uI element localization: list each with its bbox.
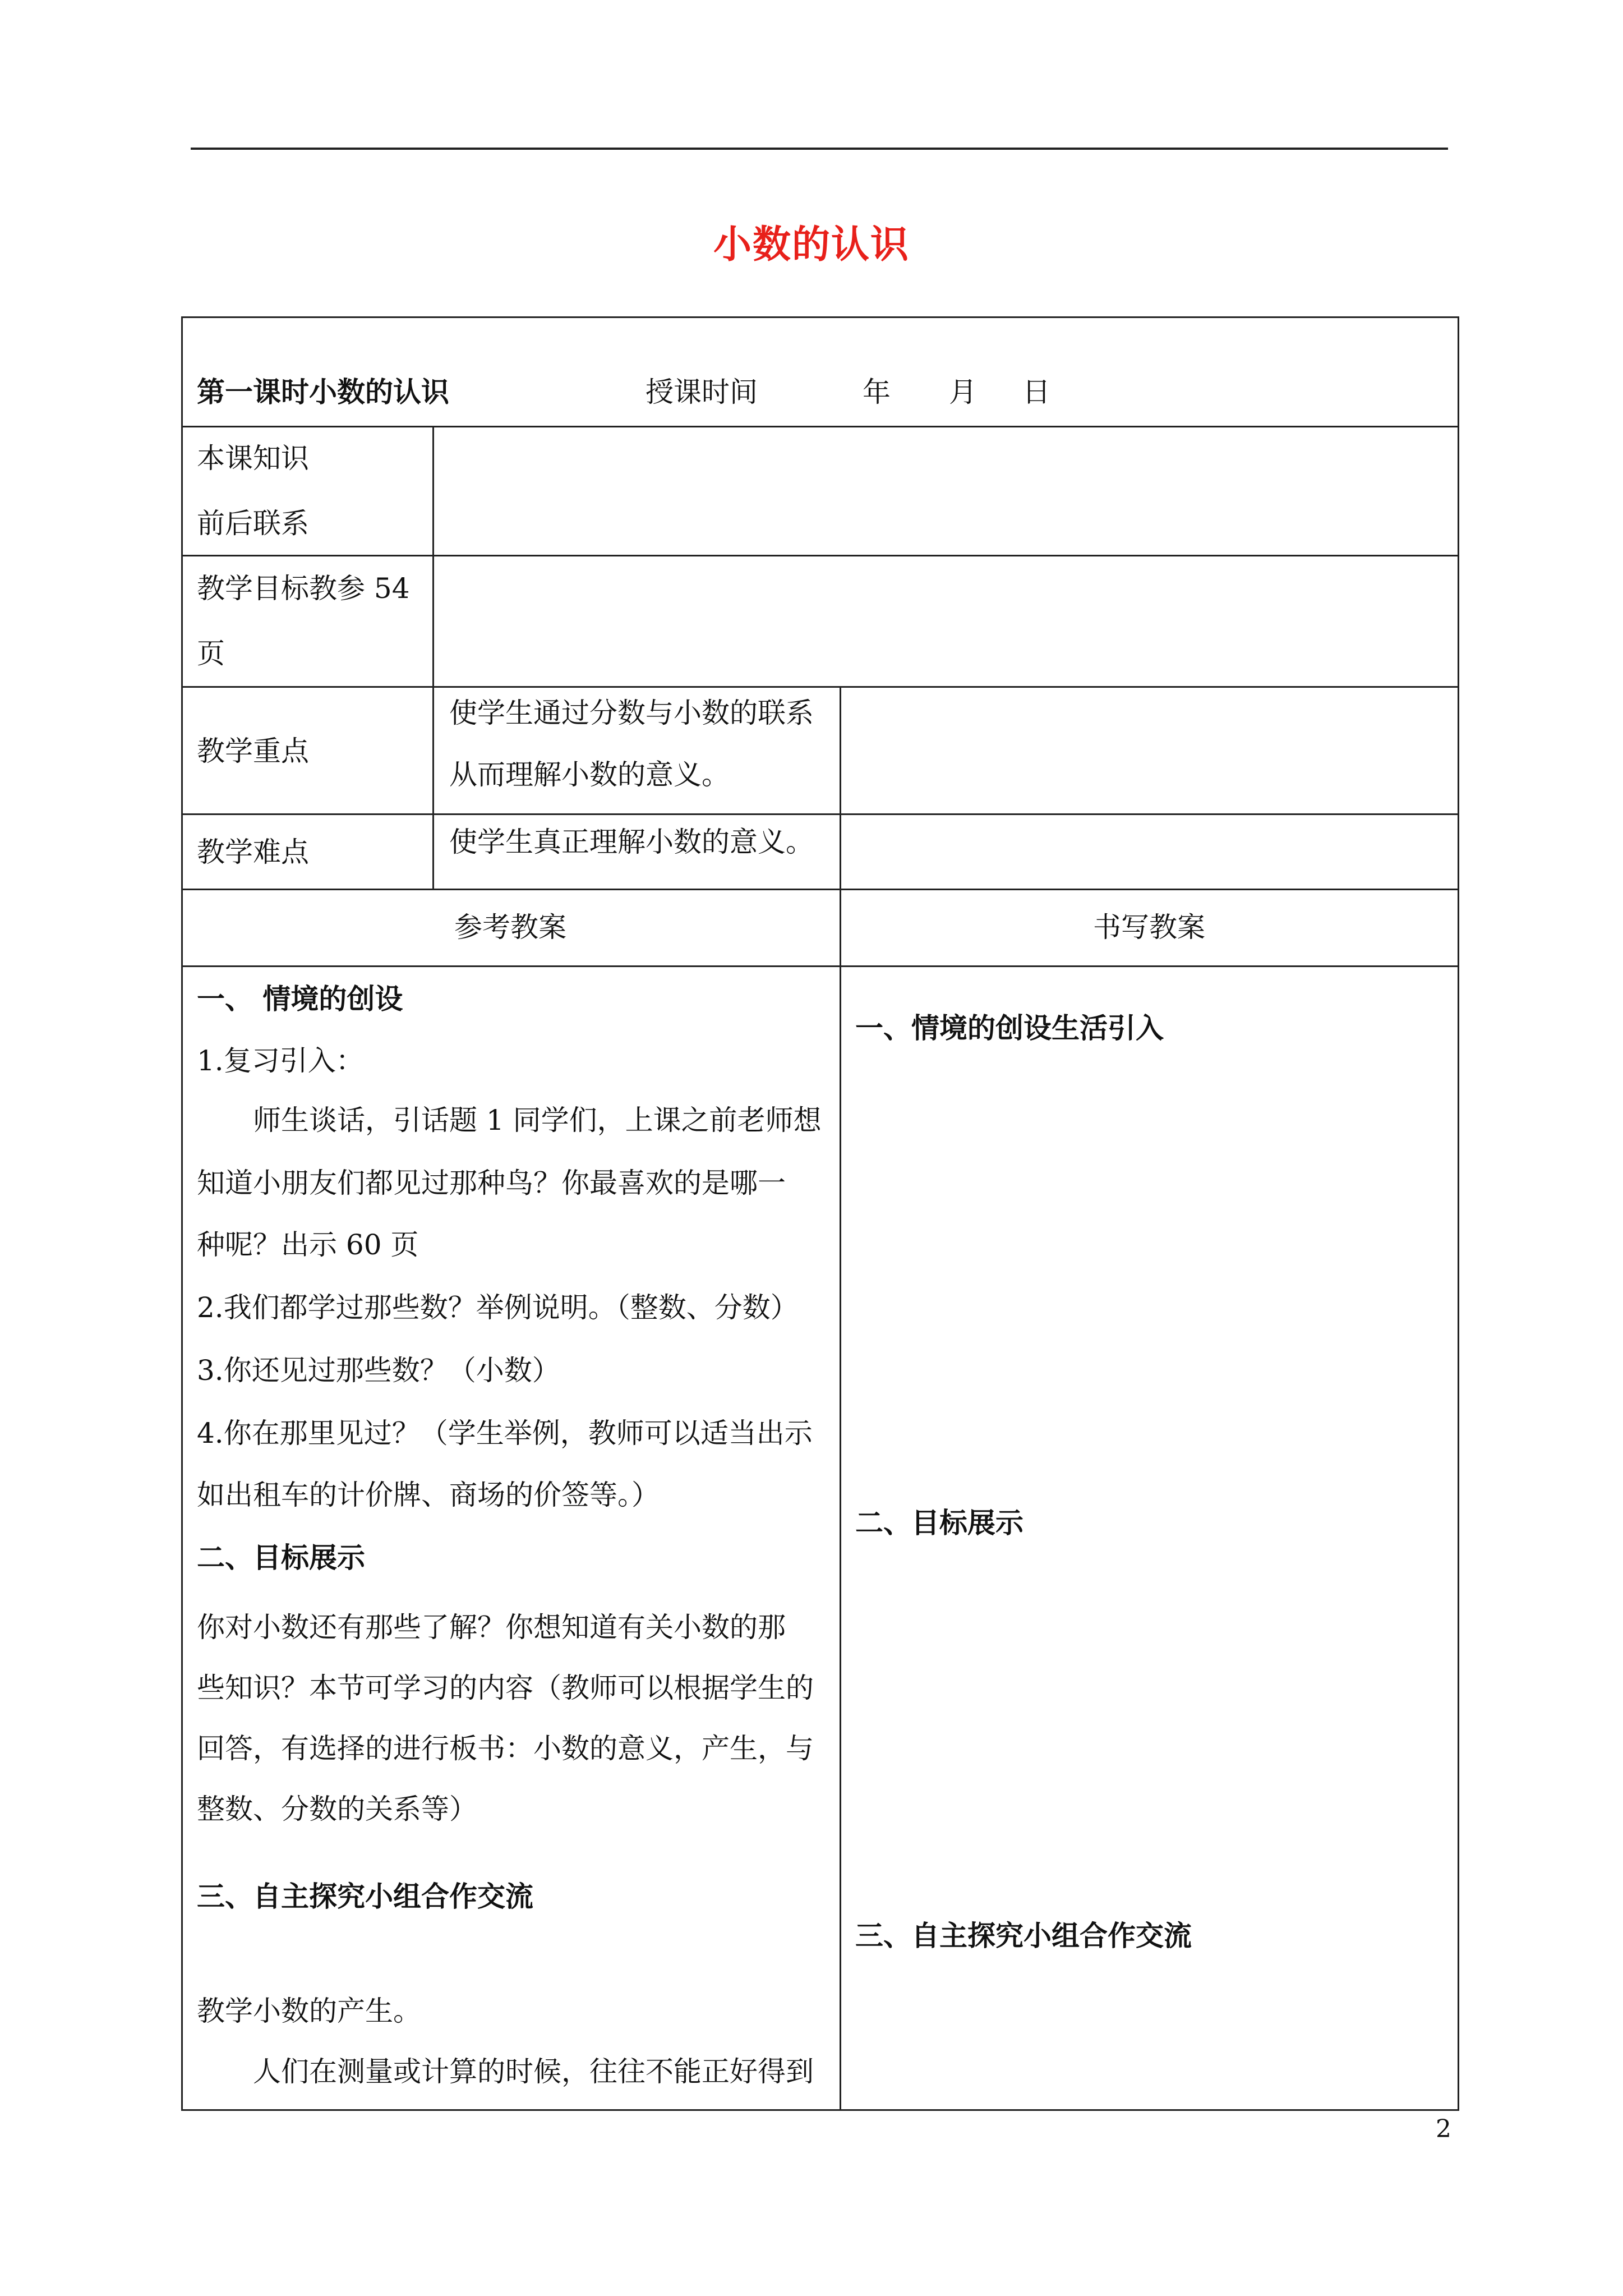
ref-section1-item4-line1: 4.你在那里见过？（学生举例，教师可以适当出示	[197, 1417, 813, 1450]
year-label: 年	[863, 376, 891, 408]
ref-section2-para-line3: 回答，有选择的进行板书：小数的意义，产生，与	[197, 1732, 814, 1765]
ref-section2-heading: 二、目标展示	[197, 1542, 365, 1574]
ref-section1-para-line3: 种呢？出示 60 页	[197, 1228, 419, 1261]
writing-section1-heading: 一、情境的创设生活引入	[855, 1012, 1164, 1045]
knowledge-label-line1: 本课知识	[197, 442, 309, 475]
month-label: 月	[949, 376, 977, 408]
table-rule	[181, 686, 1459, 688]
objective-label-line2: 页	[197, 637, 225, 670]
ref-section1-item2: 2.我们都学过那些数？举例说明。（整数、分数）	[197, 1291, 799, 1324]
ref-section2-para-line2: 些知识？本节可学习的内容（教师可以根据学生的	[197, 1672, 814, 1704]
ref-section1-item1: 1.复习引入：	[197, 1045, 364, 1077]
table-rule-bottom	[181, 2109, 1459, 2111]
ref-section3-heading: 三、自主探究小组合作交流	[197, 1880, 533, 1913]
table-rule	[181, 889, 1459, 890]
difficulty-label: 教学难点	[197, 836, 309, 868]
label-column-rule	[432, 426, 434, 890]
page-title: 小数的认识	[713, 222, 910, 267]
header-rule	[191, 148, 1448, 150]
table-rule	[181, 813, 1459, 815]
table-rule	[181, 965, 1459, 967]
page-number: 2	[1436, 2115, 1451, 2143]
ref-section1-para-line1: 师生谈话，引话题 1 同学们，上课之前老师想	[253, 1104, 822, 1137]
objective-label-line1: 教学目标教参 54	[197, 572, 410, 605]
table-border-right	[1458, 316, 1459, 2111]
ref-section2-para-line1: 你对小数还有那些了解？你想知道有关小数的那	[197, 1611, 786, 1644]
plan-column-rule	[840, 686, 841, 2111]
table-rule	[181, 555, 1459, 556]
reference-plan-header: 参考教案	[454, 911, 566, 944]
key-point-line2: 从而理解小数的意义。	[449, 758, 730, 791]
key-point-label: 教学重点	[197, 735, 309, 767]
day-label: 日	[1022, 376, 1050, 408]
difficulty-text: 使学生真正理解小数的意义。	[449, 826, 814, 858]
table-border-left	[181, 316, 183, 2111]
ref-section2-para-line4: 整数、分数的关系等）	[197, 1793, 477, 1825]
time-label: 授课时间	[645, 376, 758, 408]
ref-section3-line1: 教学小数的产生。	[197, 1995, 421, 2027]
ref-section3-line2: 人们在测量或计算的时候，往往不能正好得到	[253, 2055, 814, 2088]
ref-section1-heading: 一、 情境的创设	[197, 983, 403, 1015]
lesson-title: 第一课时小数的认识	[197, 376, 449, 408]
ref-section1-para-line2: 知道小朋友们都见过那种鸟？你最喜欢的是哪一	[197, 1167, 786, 1199]
writing-section2-heading: 二、目标展示	[855, 1507, 1023, 1539]
ref-section1-item4-line2: 如出租车的计价牌、商场的价签等。）	[197, 1479, 660, 1511]
table-rule	[181, 426, 1459, 427]
key-point-line1: 使学生通过分数与小数的联系	[449, 697, 814, 729]
lesson-plan-table	[181, 316, 1459, 2111]
writing-plan-header: 书写教案	[1093, 911, 1205, 944]
ref-section1-item3: 3.你还见过那些数？（小数）	[197, 1354, 560, 1387]
writing-section3-heading: 三、自主探究小组合作交流	[855, 1920, 1192, 1952]
knowledge-label-line2: 前后联系	[197, 507, 309, 540]
table-rule-top	[181, 316, 1459, 318]
